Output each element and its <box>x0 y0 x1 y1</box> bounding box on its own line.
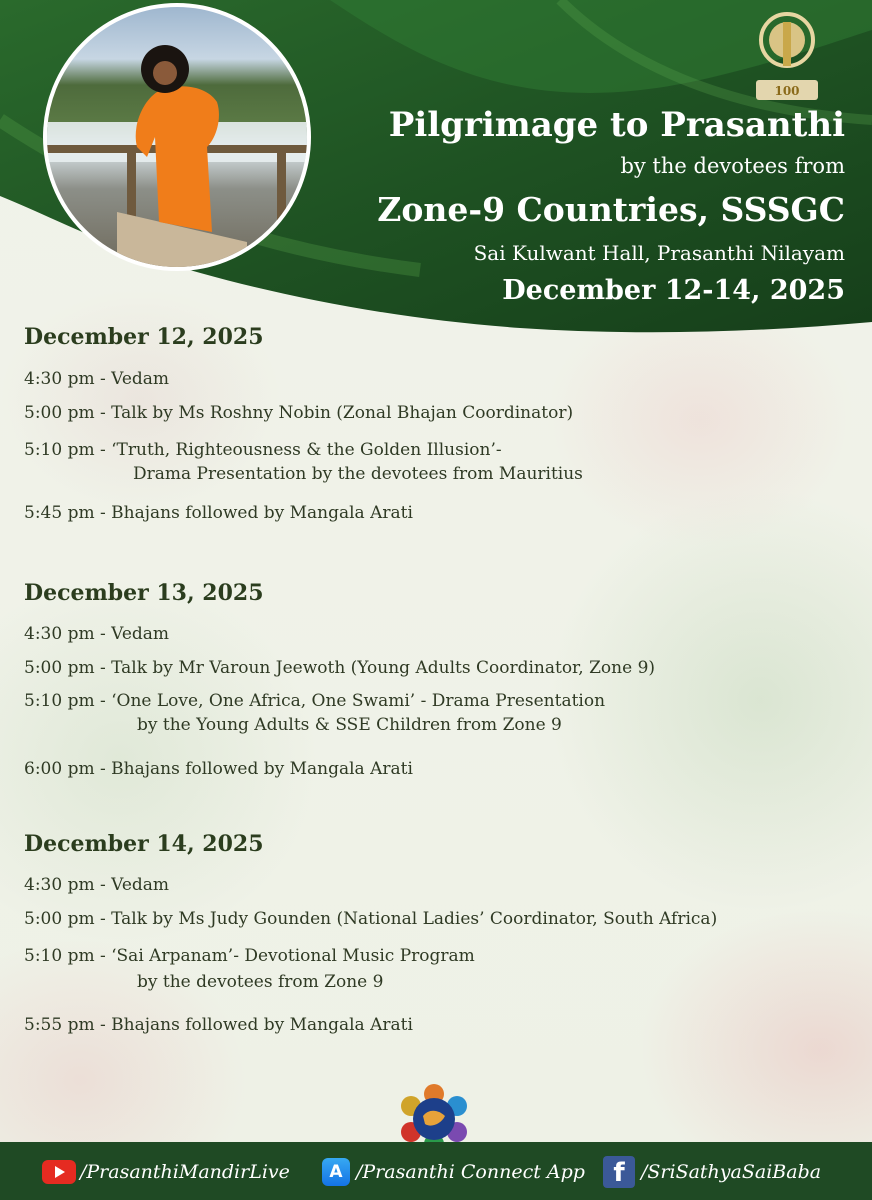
swami-photo <box>43 3 311 271</box>
schedule-item: 4:30 pm - Vedam <box>24 624 170 644</box>
day-heading: December 12, 2025 <box>24 324 264 350</box>
facebook-icon: f <box>603 1156 635 1188</box>
schedule-item: 4:30 pm - Vedam <box>24 875 170 895</box>
schedule-item: 5:10 pm - ‘Truth, Righteousness & the Golden Illusion’- <box>24 440 502 460</box>
schedule-item: 5:10 pm - ‘One Love, One Africa, One Swami’ - Drama Presentation <box>24 691 606 711</box>
facebook-link[interactable] <box>603 1157 821 1187</box>
emblem-number: 100 <box>774 84 800 98</box>
event-dates: December 12-14, 2025 <box>502 275 845 306</box>
app-name: /Prasanthi Connect App <box>356 1161 585 1183</box>
page-title: Pilgrimage to Prasanthi <box>388 105 845 145</box>
schedule-item: 5:00 pm - Talk by Ms Roshny Nobin (Zonal Bhajan Coordinator) <box>24 403 574 423</box>
day-heading: December 13, 2025 <box>24 580 264 606</box>
schedule-item: 5:00 pm - Talk by Ms Judy Gounden (National Ladies’ Coordinator, South Africa) <box>24 909 718 929</box>
youtube-link[interactable] <box>42 1157 290 1187</box>
schedule-item-continued: by the devotees from Zone 9 <box>137 972 384 992</box>
schedule-item: 5:10 pm - ‘Sai Arpanam’- Devotional Music Program <box>24 946 475 966</box>
footer-bar <box>0 1142 872 1200</box>
facebook-handle: /SriSathyaSaiBaba <box>641 1161 822 1183</box>
schedule-item-continued: by the Young Adults & SSE Children from Zone 9 <box>137 715 562 735</box>
schedule-item: 5:45 pm - Bhajans followed by Mangala Arati <box>24 503 413 523</box>
day-heading: December 14, 2025 <box>24 831 264 857</box>
schedule-item: 5:55 pm - Bhajans followed by Mangala Arati <box>24 1015 413 1035</box>
app-store-icon: A <box>322 1158 350 1186</box>
centenary-emblem <box>746 10 828 106</box>
schedule-item-continued: Drama Presentation by the devotees from Mauritius <box>133 464 583 484</box>
zone-title: Zone-9 Countries, SSSGC <box>377 190 845 229</box>
youtube-handle: /PrasanthiMandirLive <box>80 1161 290 1183</box>
app-link[interactable] <box>322 1157 585 1187</box>
page-subtitle: by the devotees from <box>620 154 845 178</box>
schedule-item: 6:00 pm - Bhajans followed by Mangala Arati <box>24 759 413 779</box>
schedule-item: 5:00 pm - Talk by Mr Varoun Jeewoth (Young Adults Coordinator, Zone 9) <box>24 658 656 678</box>
youtube-icon <box>42 1160 76 1184</box>
schedule-item: 4:30 pm - Vedam <box>24 369 170 389</box>
venue: Sai Kulwant Hall, Prasanthi Nilayam <box>473 241 845 265</box>
